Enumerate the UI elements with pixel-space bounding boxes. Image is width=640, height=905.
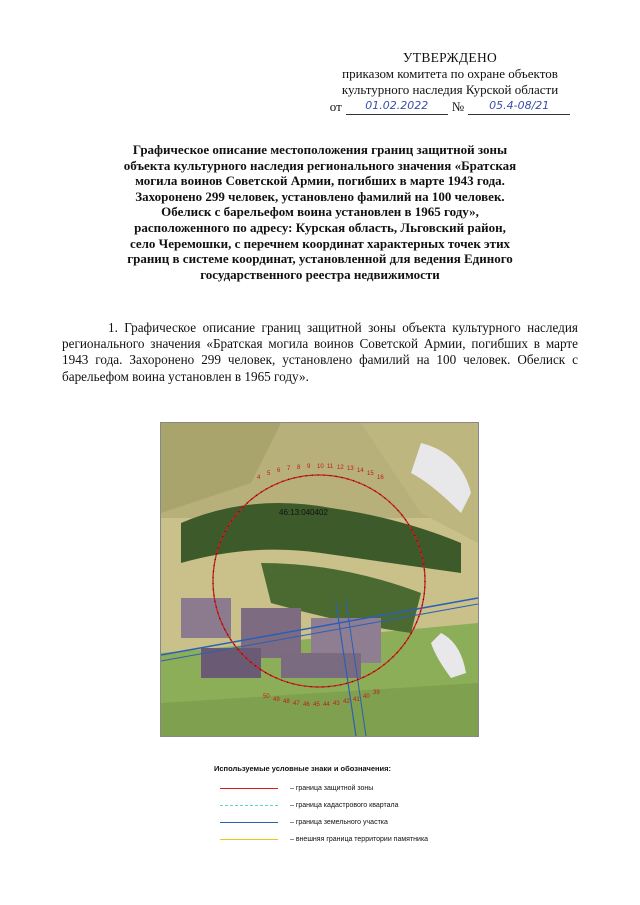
heading-line: государственного реестра недвижимости [200, 266, 440, 282]
legend-swatch-yellow [220, 839, 278, 840]
legend-item [214, 814, 464, 831]
point-label: 12 [337, 465, 344, 471]
legend-label: – граница кадастрового квартала [290, 802, 399, 809]
point-label: 14 [357, 468, 364, 474]
legend-swatch-blue [220, 822, 278, 823]
point-label: 13 [347, 466, 354, 472]
point-label: 49 [273, 697, 280, 703]
heading-line: Графическое описание местоположения границ защитной зоны [132, 142, 508, 157]
point-label: 44 [323, 702, 330, 708]
date-value: 01.02.2022 [346, 98, 448, 115]
legend-item [214, 780, 464, 797]
point-label: 45 [313, 702, 320, 708]
number-prefix: № [451, 99, 465, 114]
point-label: 41 [353, 697, 360, 703]
point-label: 50 [263, 694, 270, 700]
point-label: 47 [293, 701, 300, 707]
approval-line-2: культурного наследия Курской области [341, 82, 559, 97]
approval-date-row [300, 98, 600, 115]
point-label: 6 [277, 468, 281, 474]
legend-label: – внешняя граница территории памятника [290, 836, 429, 843]
heading-line: могила воинов Советской Армии, погибших в марте 1943 года. [135, 173, 505, 189]
point-label: 4 [257, 475, 261, 481]
legend-swatch-cyan [220, 805, 278, 806]
document-heading [60, 142, 580, 282]
number-value: 05.4-08/21 [468, 98, 570, 115]
point-label: 10 [317, 464, 324, 470]
legend-label: – граница защитной зоны [290, 785, 374, 792]
point-label: 7 [287, 466, 291, 472]
cadastral-quarter-label: 46:13:040402 [279, 508, 328, 517]
point-label: 16 [377, 475, 384, 481]
point-label: 9 [307, 464, 311, 470]
legend-item [214, 797, 464, 814]
heading-line: объекта культурного наследия регионального значения «Братская [123, 157, 517, 173]
point-label: 5 [267, 471, 271, 477]
point-label: 40 [363, 694, 370, 700]
aerial-map [160, 422, 479, 737]
approval-block [300, 50, 600, 115]
heading-line: Захоронено 299 человек, установлено фамилий на 100 человек. [135, 188, 505, 204]
heading-line: Обелиск с барельефом воина установлен в 1965 году», [161, 204, 479, 220]
heading-line: село Черемошки, с перечнем координат характерных точек этих [129, 235, 511, 251]
legend-item [214, 831, 464, 848]
point-label: 46 [303, 702, 310, 708]
approval-title: УТВЕРЖДЕНО [402, 50, 498, 65]
heading-line: расположенного по адресу: Курская область, Льговский район, [134, 219, 506, 235]
point-label: 15 [367, 471, 374, 477]
point-label: 48 [283, 699, 290, 705]
body-paragraph: 1. Графическое описание границ защитной зоны объекта культурного наследия регионального значения «Братская могила воинов Советской Армии, погибших в марте 1943 года. Захоронено 299 человек, установлено фамилий на 100 человек. Обелиск с барельефом воина установлен в 1965 году». [62, 320, 578, 384]
point-label: 11 [327, 464, 334, 470]
legend-heading: Используемые условные знаки и обозначения: [214, 764, 392, 773]
point-label: 8 [297, 465, 301, 471]
point-label: 42 [343, 699, 350, 705]
date-prefix: от [329, 99, 342, 114]
legend-swatch-red [220, 788, 278, 789]
legend-label: – граница земельного участка [290, 819, 388, 826]
map-legend [214, 764, 464, 848]
approval-line-1: приказом комитета по охране объектов [342, 66, 558, 81]
point-label: 43 [333, 701, 340, 707]
heading-line: границ в системе координат, установленной для ведения Единого [127, 251, 513, 267]
point-label: 39 [373, 690, 380, 696]
